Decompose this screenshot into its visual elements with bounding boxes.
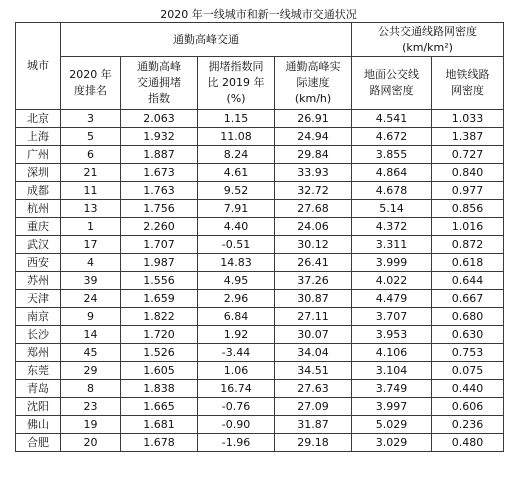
cell-rank: 29 xyxy=(61,362,121,380)
cell-congestion-index: 1.659 xyxy=(121,290,198,308)
cell-yoy-change: -1.96 xyxy=(198,434,275,452)
cell-metro-density: 1.033 xyxy=(432,110,504,128)
cell-yoy-change: 2.96 xyxy=(198,290,275,308)
cell-metro-density: 0.727 xyxy=(432,146,504,164)
table-row xyxy=(16,344,504,362)
table-row xyxy=(16,398,504,416)
header-index-line: 交通拥堵 xyxy=(137,76,181,89)
cell-peak-speed: 30.12 xyxy=(275,236,352,254)
header-metro-line: 网密度 xyxy=(451,84,484,97)
header-group-transit xyxy=(352,23,504,57)
cell-yoy-change: -0.90 xyxy=(198,416,275,434)
cell-city: 长沙 xyxy=(16,326,61,344)
table-row xyxy=(16,110,504,128)
header-rank-line: 2020 年 xyxy=(69,68,112,81)
cell-peak-speed: 24.94 xyxy=(275,128,352,146)
cell-metro-density: 0.630 xyxy=(432,326,504,344)
cell-yoy-change: 7.91 xyxy=(198,200,275,218)
cell-metro-density: 1.387 xyxy=(432,128,504,146)
cell-bus-density: 5.14 xyxy=(352,200,432,218)
cell-congestion-index: 2.260 xyxy=(121,218,198,236)
cell-congestion-index: 1.556 xyxy=(121,272,198,290)
cell-congestion-index: 1.720 xyxy=(121,326,198,344)
cell-bus-density: 4.372 xyxy=(352,218,432,236)
cell-peak-speed: 27.68 xyxy=(275,200,352,218)
cell-congestion-index: 1.605 xyxy=(121,362,198,380)
header-city: 城市 xyxy=(16,23,61,110)
cell-city: 佛山 xyxy=(16,416,61,434)
cell-yoy-change: -3.44 xyxy=(198,344,275,362)
header-rank-line: 度排名 xyxy=(74,84,107,97)
cell-rank: 3 xyxy=(61,110,121,128)
cell-congestion-index: 1.822 xyxy=(121,308,198,326)
cell-bus-density: 4.106 xyxy=(352,344,432,362)
cell-yoy-change: 16.74 xyxy=(198,380,275,398)
table-row xyxy=(16,380,504,398)
cell-congestion-index: 2.063 xyxy=(121,110,198,128)
cell-yoy-change: 1.06 xyxy=(198,362,275,380)
header-index-line: 通勤高峰 xyxy=(137,60,181,73)
cell-peak-speed: 32.72 xyxy=(275,182,352,200)
cell-peak-speed: 27.11 xyxy=(275,308,352,326)
cell-city: 东莞 xyxy=(16,362,61,380)
cell-peak-speed: 27.09 xyxy=(275,398,352,416)
table-row xyxy=(16,290,504,308)
header-bus-density xyxy=(352,57,432,110)
cell-metro-density: 0.977 xyxy=(432,182,504,200)
cell-yoy-change: 8.24 xyxy=(198,146,275,164)
cell-metro-density: 0.680 xyxy=(432,308,504,326)
cell-yoy-change: 1.15 xyxy=(198,110,275,128)
cell-metro-density: 0.480 xyxy=(432,434,504,452)
cell-congestion-index: 1.763 xyxy=(121,182,198,200)
table-row xyxy=(16,236,504,254)
cell-rank: 21 xyxy=(61,164,121,182)
cell-bus-density: 4.672 xyxy=(352,128,432,146)
cell-bus-density: 3.311 xyxy=(352,236,432,254)
cell-bus-density: 3.749 xyxy=(352,380,432,398)
cell-city: 北京 xyxy=(16,110,61,128)
header-congestion-index xyxy=(121,57,198,110)
table-row xyxy=(16,416,504,434)
cell-city: 青岛 xyxy=(16,380,61,398)
header-speed-line: 际速度 xyxy=(296,76,330,89)
table-row xyxy=(16,182,504,200)
cell-metro-density: 0.667 xyxy=(432,290,504,308)
cell-congestion-index: 1.838 xyxy=(121,380,198,398)
cell-rank: 11 xyxy=(61,182,121,200)
header-metro-density xyxy=(432,57,504,110)
cell-city: 南京 xyxy=(16,308,61,326)
cell-rank: 20 xyxy=(61,434,121,452)
cell-rank: 6 xyxy=(61,146,121,164)
cell-peak-speed: 34.04 xyxy=(275,344,352,362)
header-index-line: 指数 xyxy=(148,92,170,105)
cell-bus-density: 4.864 xyxy=(352,164,432,182)
header-group-transit-line1: 公共交通线路网密度 xyxy=(378,24,477,38)
table-row xyxy=(16,128,504,146)
cell-yoy-change: 14.83 xyxy=(198,254,275,272)
cell-peak-speed: 24.06 xyxy=(275,218,352,236)
cell-metro-density: 0.618 xyxy=(432,254,504,272)
table-row xyxy=(16,146,504,164)
cell-yoy-change: 4.61 xyxy=(198,164,275,182)
cell-metro-density: 0.856 xyxy=(432,200,504,218)
cell-city: 西安 xyxy=(16,254,61,272)
cell-metro-density: 0.606 xyxy=(432,398,504,416)
cell-bus-density: 4.678 xyxy=(352,182,432,200)
cell-bus-density: 4.541 xyxy=(352,110,432,128)
cell-city: 广州 xyxy=(16,146,61,164)
cell-congestion-index: 1.526 xyxy=(121,344,198,362)
cell-city: 杭州 xyxy=(16,200,61,218)
header-rank xyxy=(61,57,121,110)
cell-peak-speed: 33.93 xyxy=(275,164,352,182)
cell-congestion-index: 1.932 xyxy=(121,128,198,146)
table-row xyxy=(16,254,504,272)
table-body xyxy=(16,110,504,452)
table-row xyxy=(16,362,504,380)
cell-bus-density: 4.022 xyxy=(352,272,432,290)
header-peak-speed xyxy=(275,57,352,110)
cell-peak-speed: 31.87 xyxy=(275,416,352,434)
cell-city: 深圳 xyxy=(16,164,61,182)
table-row xyxy=(16,326,504,344)
cell-yoy-change: -0.76 xyxy=(198,398,275,416)
cell-yoy-change: 11.08 xyxy=(198,128,275,146)
header-metro-line: 地铁线路 xyxy=(445,68,490,81)
cell-metro-density: 0.644 xyxy=(432,272,504,290)
header-bus-line: 地面公交线 xyxy=(364,68,419,81)
cell-rank: 17 xyxy=(61,236,121,254)
cell-metro-density: 0.440 xyxy=(432,380,504,398)
cell-city: 武汉 xyxy=(16,236,61,254)
cell-rank: 4 xyxy=(61,254,121,272)
cell-rank: 45 xyxy=(61,344,121,362)
cell-congestion-index: 1.707 xyxy=(121,236,198,254)
cell-congestion-index: 1.673 xyxy=(121,164,198,182)
cell-rank: 14 xyxy=(61,326,121,344)
cell-congestion-index: 1.665 xyxy=(121,398,198,416)
cell-metro-density: 1.016 xyxy=(432,218,504,236)
cell-yoy-change: 9.52 xyxy=(198,182,275,200)
cell-bus-density: 5.029 xyxy=(352,416,432,434)
cell-metro-density: 0.236 xyxy=(432,416,504,434)
cell-peak-speed: 26.91 xyxy=(275,110,352,128)
cell-peak-speed: 27.63 xyxy=(275,380,352,398)
header-speed-line: (km/h) xyxy=(294,92,332,105)
cell-peak-speed: 26.41 xyxy=(275,254,352,272)
cell-congestion-index: 1.987 xyxy=(121,254,198,272)
cell-city: 郑州 xyxy=(16,344,61,362)
cell-peak-speed: 37.26 xyxy=(275,272,352,290)
cell-city: 天津 xyxy=(16,290,61,308)
header-group-traffic: 通勤高峰交通 xyxy=(61,23,352,57)
cell-rank: 13 xyxy=(61,200,121,218)
cell-metro-density: 0.872 xyxy=(432,236,504,254)
cell-rank: 9 xyxy=(61,308,121,326)
cell-bus-density: 3.029 xyxy=(352,434,432,452)
cell-bus-density: 4.479 xyxy=(352,290,432,308)
cell-yoy-change: 4.95 xyxy=(198,272,275,290)
cell-bus-density: 3.855 xyxy=(352,146,432,164)
cell-city: 沈阳 xyxy=(16,398,61,416)
cell-city: 成都 xyxy=(16,182,61,200)
cell-peak-speed: 30.07 xyxy=(275,326,352,344)
cell-metro-density: 0.840 xyxy=(432,164,504,182)
cell-rank: 5 xyxy=(61,128,121,146)
traffic-table xyxy=(15,22,504,452)
table-title: 2020 年一线城市和新一线城市交通状况 xyxy=(160,8,357,21)
cell-bus-density: 3.707 xyxy=(352,308,432,326)
cell-peak-speed: 29.18 xyxy=(275,434,352,452)
header-speed-line: 通勤高峰实 xyxy=(285,60,341,73)
cell-metro-density: 0.075 xyxy=(432,362,504,380)
cell-yoy-change: 4.40 xyxy=(198,218,275,236)
header-change-line: (%) xyxy=(226,92,246,105)
cell-congestion-index: 1.756 xyxy=(121,200,198,218)
cell-city: 合肥 xyxy=(16,434,61,452)
cell-yoy-change: -0.51 xyxy=(198,236,275,254)
header-bus-line: 路网密度 xyxy=(369,84,414,97)
cell-bus-density: 3.997 xyxy=(352,398,432,416)
cell-peak-speed: 34.51 xyxy=(275,362,352,380)
header-change-line: 比 2019 年 xyxy=(207,76,265,89)
cell-rank: 8 xyxy=(61,380,121,398)
cell-congestion-index: 1.887 xyxy=(121,146,198,164)
table-row xyxy=(16,164,504,182)
table-row xyxy=(16,272,504,290)
cell-congestion-index: 1.681 xyxy=(121,416,198,434)
cell-city: 苏州 xyxy=(16,272,61,290)
cell-bus-density: 3.953 xyxy=(352,326,432,344)
cell-rank: 19 xyxy=(61,416,121,434)
cell-rank: 39 xyxy=(61,272,121,290)
table-row xyxy=(16,434,504,452)
cell-peak-speed: 29.84 xyxy=(275,146,352,164)
cell-city: 上海 xyxy=(16,128,61,146)
cell-yoy-change: 1.92 xyxy=(198,326,275,344)
cell-rank: 24 xyxy=(61,290,121,308)
header-group-transit-line2: (km/km²) xyxy=(402,40,453,54)
cell-yoy-change: 6.84 xyxy=(198,308,275,326)
header-yoy-change xyxy=(198,57,275,110)
header-change-line: 拥堵指数同 xyxy=(208,60,264,73)
table-row xyxy=(16,308,504,326)
cell-peak-speed: 30.87 xyxy=(275,290,352,308)
cell-bus-density: 3.104 xyxy=(352,362,432,380)
cell-rank: 23 xyxy=(61,398,121,416)
cell-metro-density: 0.753 xyxy=(432,344,504,362)
cell-city: 重庆 xyxy=(16,218,61,236)
table-row xyxy=(16,200,504,218)
cell-bus-density: 3.999 xyxy=(352,254,432,272)
cell-congestion-index: 1.678 xyxy=(121,434,198,452)
table-row xyxy=(16,218,504,236)
cell-rank: 1 xyxy=(61,218,121,236)
